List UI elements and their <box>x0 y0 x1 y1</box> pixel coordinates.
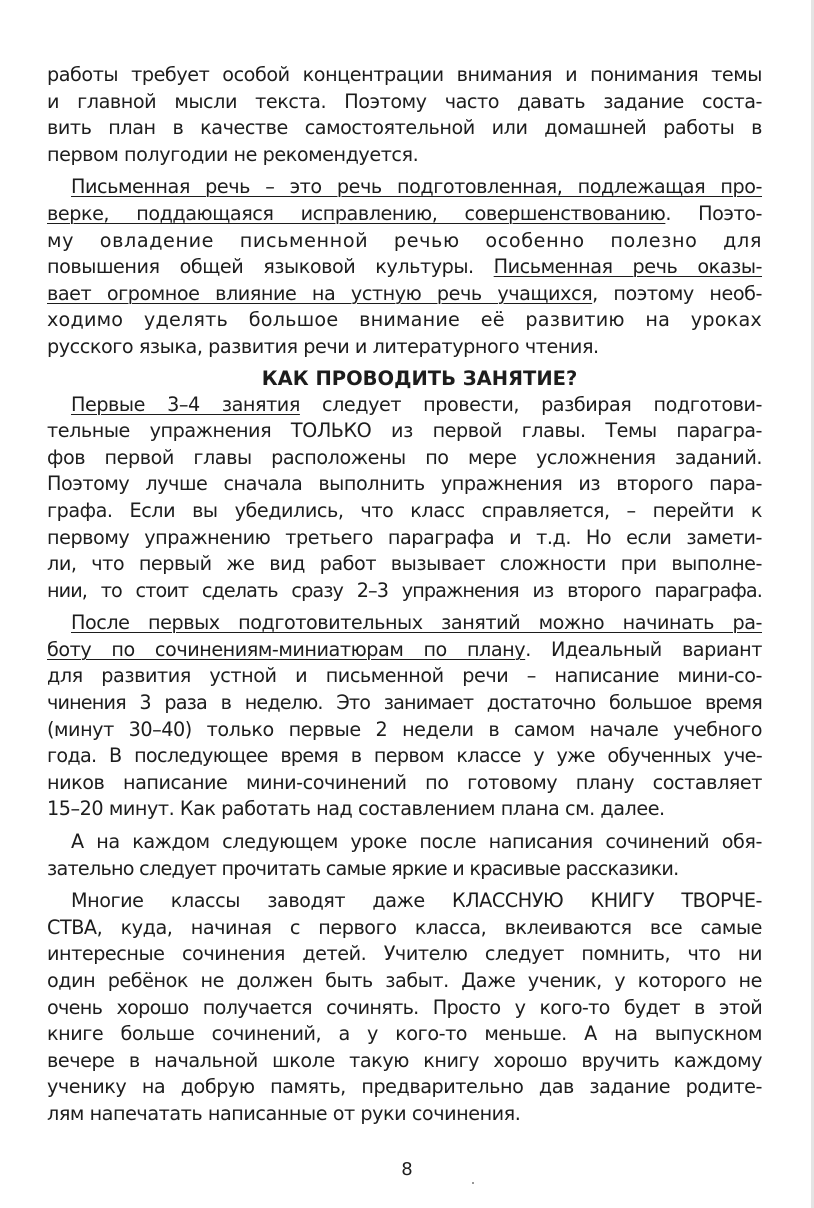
text-line: СТВА, куда, начиная с первого класса, вклеиваются все самые <box>47 915 762 939</box>
text-line: тельные упражнения ТОЛЬКО из первой главы. Темы парагра- <box>47 419 762 443</box>
text-line: ли, что первый же вид работ вызывает сложности при выполне- <box>47 552 762 576</box>
text-span: , поэтому необ- <box>592 281 762 305</box>
text-line: фов первой главы расположены по мере усложнения заданий. <box>47 445 762 469</box>
text-line: интересные сочинения детей. Учителю следует помнить, что ни <box>47 942 762 966</box>
section-heading: КАК ПРОВОДИТЬ ЗАНЯТИЕ? <box>261 366 578 390</box>
text-line <box>47 174 762 201</box>
text-line: (минут 30–40) только первые 2 недели в самом начале учебного <box>47 717 762 741</box>
text-span: следует провести, разбирая подготови- <box>299 392 762 416</box>
text-span: . Идеальный вариант <box>525 637 762 661</box>
text-line: му овладение письменной речью особенно полезно для <box>47 228 762 252</box>
underlined-text: Письменная речь – это речь подготовленная, подлежащая про- <box>71 175 762 199</box>
text-line: и главной мысли текста. Поэтому часто давать задание соста- <box>47 89 762 113</box>
paragraph-mini-essays <box>47 610 762 823</box>
text-line: ученику на добрую память, предварительно дав задание родите- <box>47 1075 762 1099</box>
text-line: русского языка, развития речи и литературного чтения. <box>47 334 599 358</box>
text-line: чинения 3 раза в неделю. Это занимает достаточно большое время <box>47 691 762 715</box>
text-line: 15–20 минут. Как работать над составлением плана см. далее. <box>47 797 665 821</box>
text-line: Поэтому лучше сначала выполнить упражнения из второго пара- <box>47 472 762 496</box>
text-line: работы требует особой концентрации внимания и понимания темы <box>47 63 762 86</box>
underlined-text: вает огромное влияние на устную речь учащихся <box>47 281 593 305</box>
print-speck <box>472 1182 474 1184</box>
text-line: ходимо уделять большое внимание её развитию на уроках <box>47 308 762 332</box>
text-line: лям напечатать написанные от руки сочинения. <box>47 1101 521 1125</box>
underlined-text: Письменная речь оказы- <box>493 255 762 279</box>
text-line: вить план в качестве самостоятельной или домашней работы в <box>47 116 762 140</box>
underlined-text: верке, поддающаяся исправлению, совершенствованию <box>47 201 666 225</box>
text-line: первом полугодии не рекомендуется. <box>47 142 419 166</box>
text-line: первому упражнению третьего параграфа и т.д. Но если замети- <box>47 525 762 549</box>
text-line <box>47 637 762 664</box>
text-line <box>47 201 762 228</box>
underlined-text: боту по сочинениям-миниатюрам по плану <box>47 637 526 661</box>
underlined-text: Первые 3–4 занятия <box>71 392 300 416</box>
paragraph-continuation <box>47 62 762 168</box>
text-line: один ребёнок не должен быть забыт. Даже ученик, у которого не <box>47 969 762 992</box>
paragraph-first-lessons <box>47 392 762 605</box>
text-line: А на каждом следующем уроке после написания сочинений обя- <box>71 830 762 854</box>
text-line: графа. Если вы убедились, что класс справляется, – перейти к <box>47 498 762 522</box>
paragraph-class-book <box>47 888 762 1127</box>
text-line <box>47 254 762 281</box>
text-line <box>47 610 762 637</box>
text-line <box>47 392 762 419</box>
text-span: повышения общей языковой культуры. <box>47 255 494 279</box>
text-line: нии, то стоит сделать сразу 2–3 упражнения из второго параграфа. <box>47 578 762 602</box>
text-span: . Поэто- <box>665 201 762 225</box>
text-line: для развития устной и письменной речи – написание мини-со- <box>47 664 762 688</box>
text-line <box>47 281 762 308</box>
paragraph-written-speech <box>47 174 762 360</box>
page-number: 8 <box>401 1159 413 1180</box>
text-line: Многие классы заводят даже КЛАССНУЮ КНИГУ ТВОРЧЕ- <box>71 889 762 913</box>
underlined-text: После первых подготовительных занятий можно начинать ра- <box>71 611 762 635</box>
text-line: зательно следует прочитать самые яркие и красивые рассказики. <box>47 856 679 880</box>
text-line: очень хорошо получается сочинять. Просто у кого-то будет в этой <box>47 995 762 1019</box>
text-line: года. В последующее время в первом классе у уже обученных уче- <box>47 744 762 768</box>
paragraph-read-aloud <box>47 829 762 882</box>
text-line: вечере в начальной школе такую книгу хорошо вручить каждому <box>47 1048 762 1072</box>
text-line: ников написание мини-сочинений по готовому плану составляет <box>47 770 762 794</box>
text-line: книге больше сочинений, а у кого-то меньше. А на выпускном <box>47 1022 762 1046</box>
